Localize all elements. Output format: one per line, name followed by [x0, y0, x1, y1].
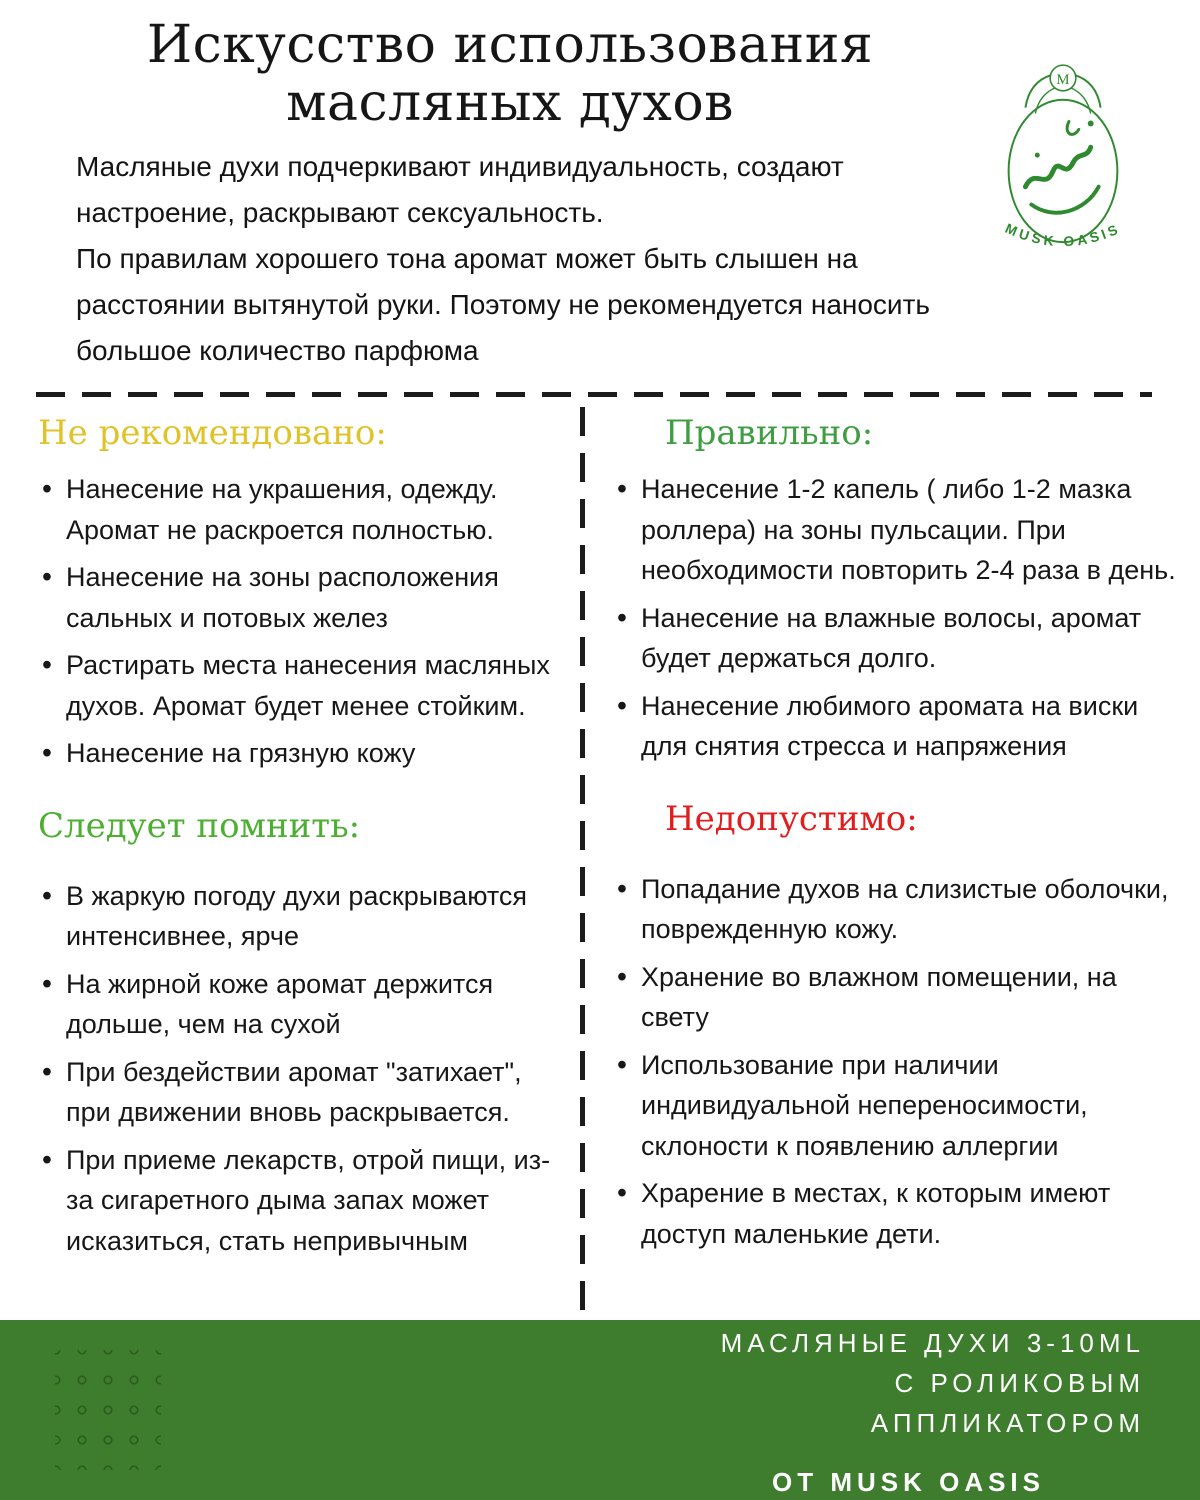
footer-text: [645, 1323, 1145, 1498]
remember-list: [36, 876, 564, 1262]
unacceptable-list: [611, 869, 1180, 1255]
bullet-item: • На жирной коже аромат держится дольше, чем на сухой: [66, 964, 564, 1045]
content-columns: [0, 397, 1200, 1312]
section-title-not-recommended: Не рекомендовано:: [38, 413, 387, 454]
logo-brand-text: MUSK OASIS: [1002, 219, 1124, 250]
section-title-unacceptable: Недопустимо:: [665, 798, 918, 839]
product-line-1: МАСЛЯНЫЕ ДУХИ 3-10ML: [720, 1327, 1145, 1358]
logo-monogram: M: [1056, 71, 1070, 88]
bullet-item: • В жаркую погоду духи раскрываются интенсивнее, ярче: [66, 876, 564, 957]
logo-oval: [1009, 100, 1118, 242]
logo-graphic: [974, 60, 1152, 270]
bullet-item: • Нанесение на зоны расположения сальных и потовых желез: [66, 557, 564, 638]
svg-text:MUSK OASIS: [1003, 220, 1123, 249]
bullet-item: • Нанесение любимого аромата на виски для снятия стресса и напряжения: [641, 686, 1180, 767]
bullet-item: • Хранение во влажном помещении, на свету: [641, 957, 1180, 1038]
right-column: [585, 407, 1180, 1312]
header: [0, 0, 1200, 374]
bullet-item: • Попадание духов на слизистые оболочки, поврежденную кожу.: [641, 869, 1180, 950]
calligraphy-stroke: [1025, 147, 1090, 187]
intro-paragraph-2: По правилам хорошего тона аромат может быть слышен на расстоянии вытянутой руки. Поэтому не рекомендуется наносить большое количество парфюма: [76, 243, 930, 367]
footer-band: [0, 1320, 1200, 1500]
product-line-2: С РОЛИКОВЫМ АППЛИКАТОРОМ: [870, 1367, 1145, 1438]
left-column: [36, 407, 564, 1312]
not-recommended-list: [36, 469, 564, 774]
bullet-item: • Нанесение 1-2 капель ( либо 1-2 мазка роллера) на зоны пульсации. При необходимости повторить 2-4 раза в день.: [641, 469, 1180, 591]
dot-pattern: [55, 1350, 161, 1470]
section-title-correct: Правильно:: [665, 413, 874, 454]
title-line-2: масляных духов: [286, 73, 734, 134]
section-title-remember: Следует помнить:: [38, 805, 361, 846]
bullet-item: • При бездействии аромат "затихает", при движении вновь раскрывается.: [66, 1052, 564, 1133]
bullet-item: • Нанесение на грязную кожу: [66, 733, 564, 774]
bullet-item: • Использование при наличии индивидуальной непереносимости, склоности к появлению аллергии: [641, 1045, 1180, 1167]
bullet-item: • Нанесение на влажные волосы, аромат будет держаться долго.: [641, 598, 1180, 679]
brand-line: ОТ MUSK OASIS: [771, 1466, 1045, 1497]
correct-list: [611, 469, 1180, 767]
bullet-item: • Нанесение на украшения, одежду. Аромат не раскроется полностью.: [66, 469, 564, 550]
bullet-item: • При приеме лекарств, отрой пищи, из-за сигаретного дыма запах может исказиться, стать непривычным: [66, 1140, 564, 1262]
musk-oasis-logo: [974, 60, 1152, 270]
bullet-item: • Храрение в местах, к которым имеют доступ маленькие дети.: [641, 1173, 1180, 1254]
title-line-1: Искусство использования: [146, 15, 874, 75]
intro-text: [76, 144, 981, 374]
bullet-item: • Растирать места нанесения масляных духов. Аромат будет менее стойким.: [66, 645, 564, 726]
intro-paragraph-1: Масляные духи подчеркивают индивидуальность, создают настроение, раскрывают сексуальность.: [76, 151, 844, 229]
page-title: [40, 16, 980, 132]
